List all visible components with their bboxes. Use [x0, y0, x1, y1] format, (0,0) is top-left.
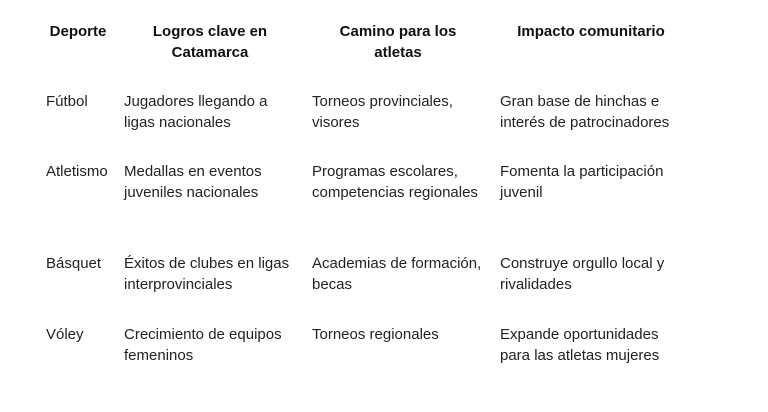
cell-sport: Fútbol — [46, 93, 88, 110]
cell-achievement: Crecimiento de equipos femeninos — [124, 326, 282, 364]
cell-impact: Construye orgullo local y rivalidades — [500, 255, 665, 293]
cell-achievement: Jugadores llegando a ligas nacionales — [124, 93, 268, 131]
cell-achievement: Medallas en eventos juveniles nacionales — [124, 163, 262, 201]
cell-sport: Vóley — [46, 326, 84, 343]
cell-impact: Gran base de hinchas e interés de patrocinadores — [500, 93, 670, 131]
header-deporte: Deporte — [49, 23, 107, 40]
cell-achievement: Éxitos de clubes en ligas interprovinciales — [124, 255, 290, 293]
cell-sport: Básquet — [46, 255, 102, 272]
cell-pathway: Programas escolares, competencias regionales — [312, 163, 478, 201]
cell-pathway: Torneos provinciales, visores — [312, 93, 453, 131]
header-impacto: Impacto comunitario — [517, 23, 665, 40]
header-camino: Camino para los atletas — [339, 23, 457, 61]
cell-impact: Expande oportunidades para las atletas mujeres — [500, 326, 660, 364]
cell-sport: Atletismo — [46, 163, 108, 180]
cell-pathway: Academias de formación, becas — [312, 255, 482, 293]
cell-impact: Fomenta la participación juvenil — [500, 163, 664, 201]
header-logros: Logros clave en Catamarca — [152, 23, 268, 61]
cell-pathway: Torneos regionales — [312, 326, 439, 343]
